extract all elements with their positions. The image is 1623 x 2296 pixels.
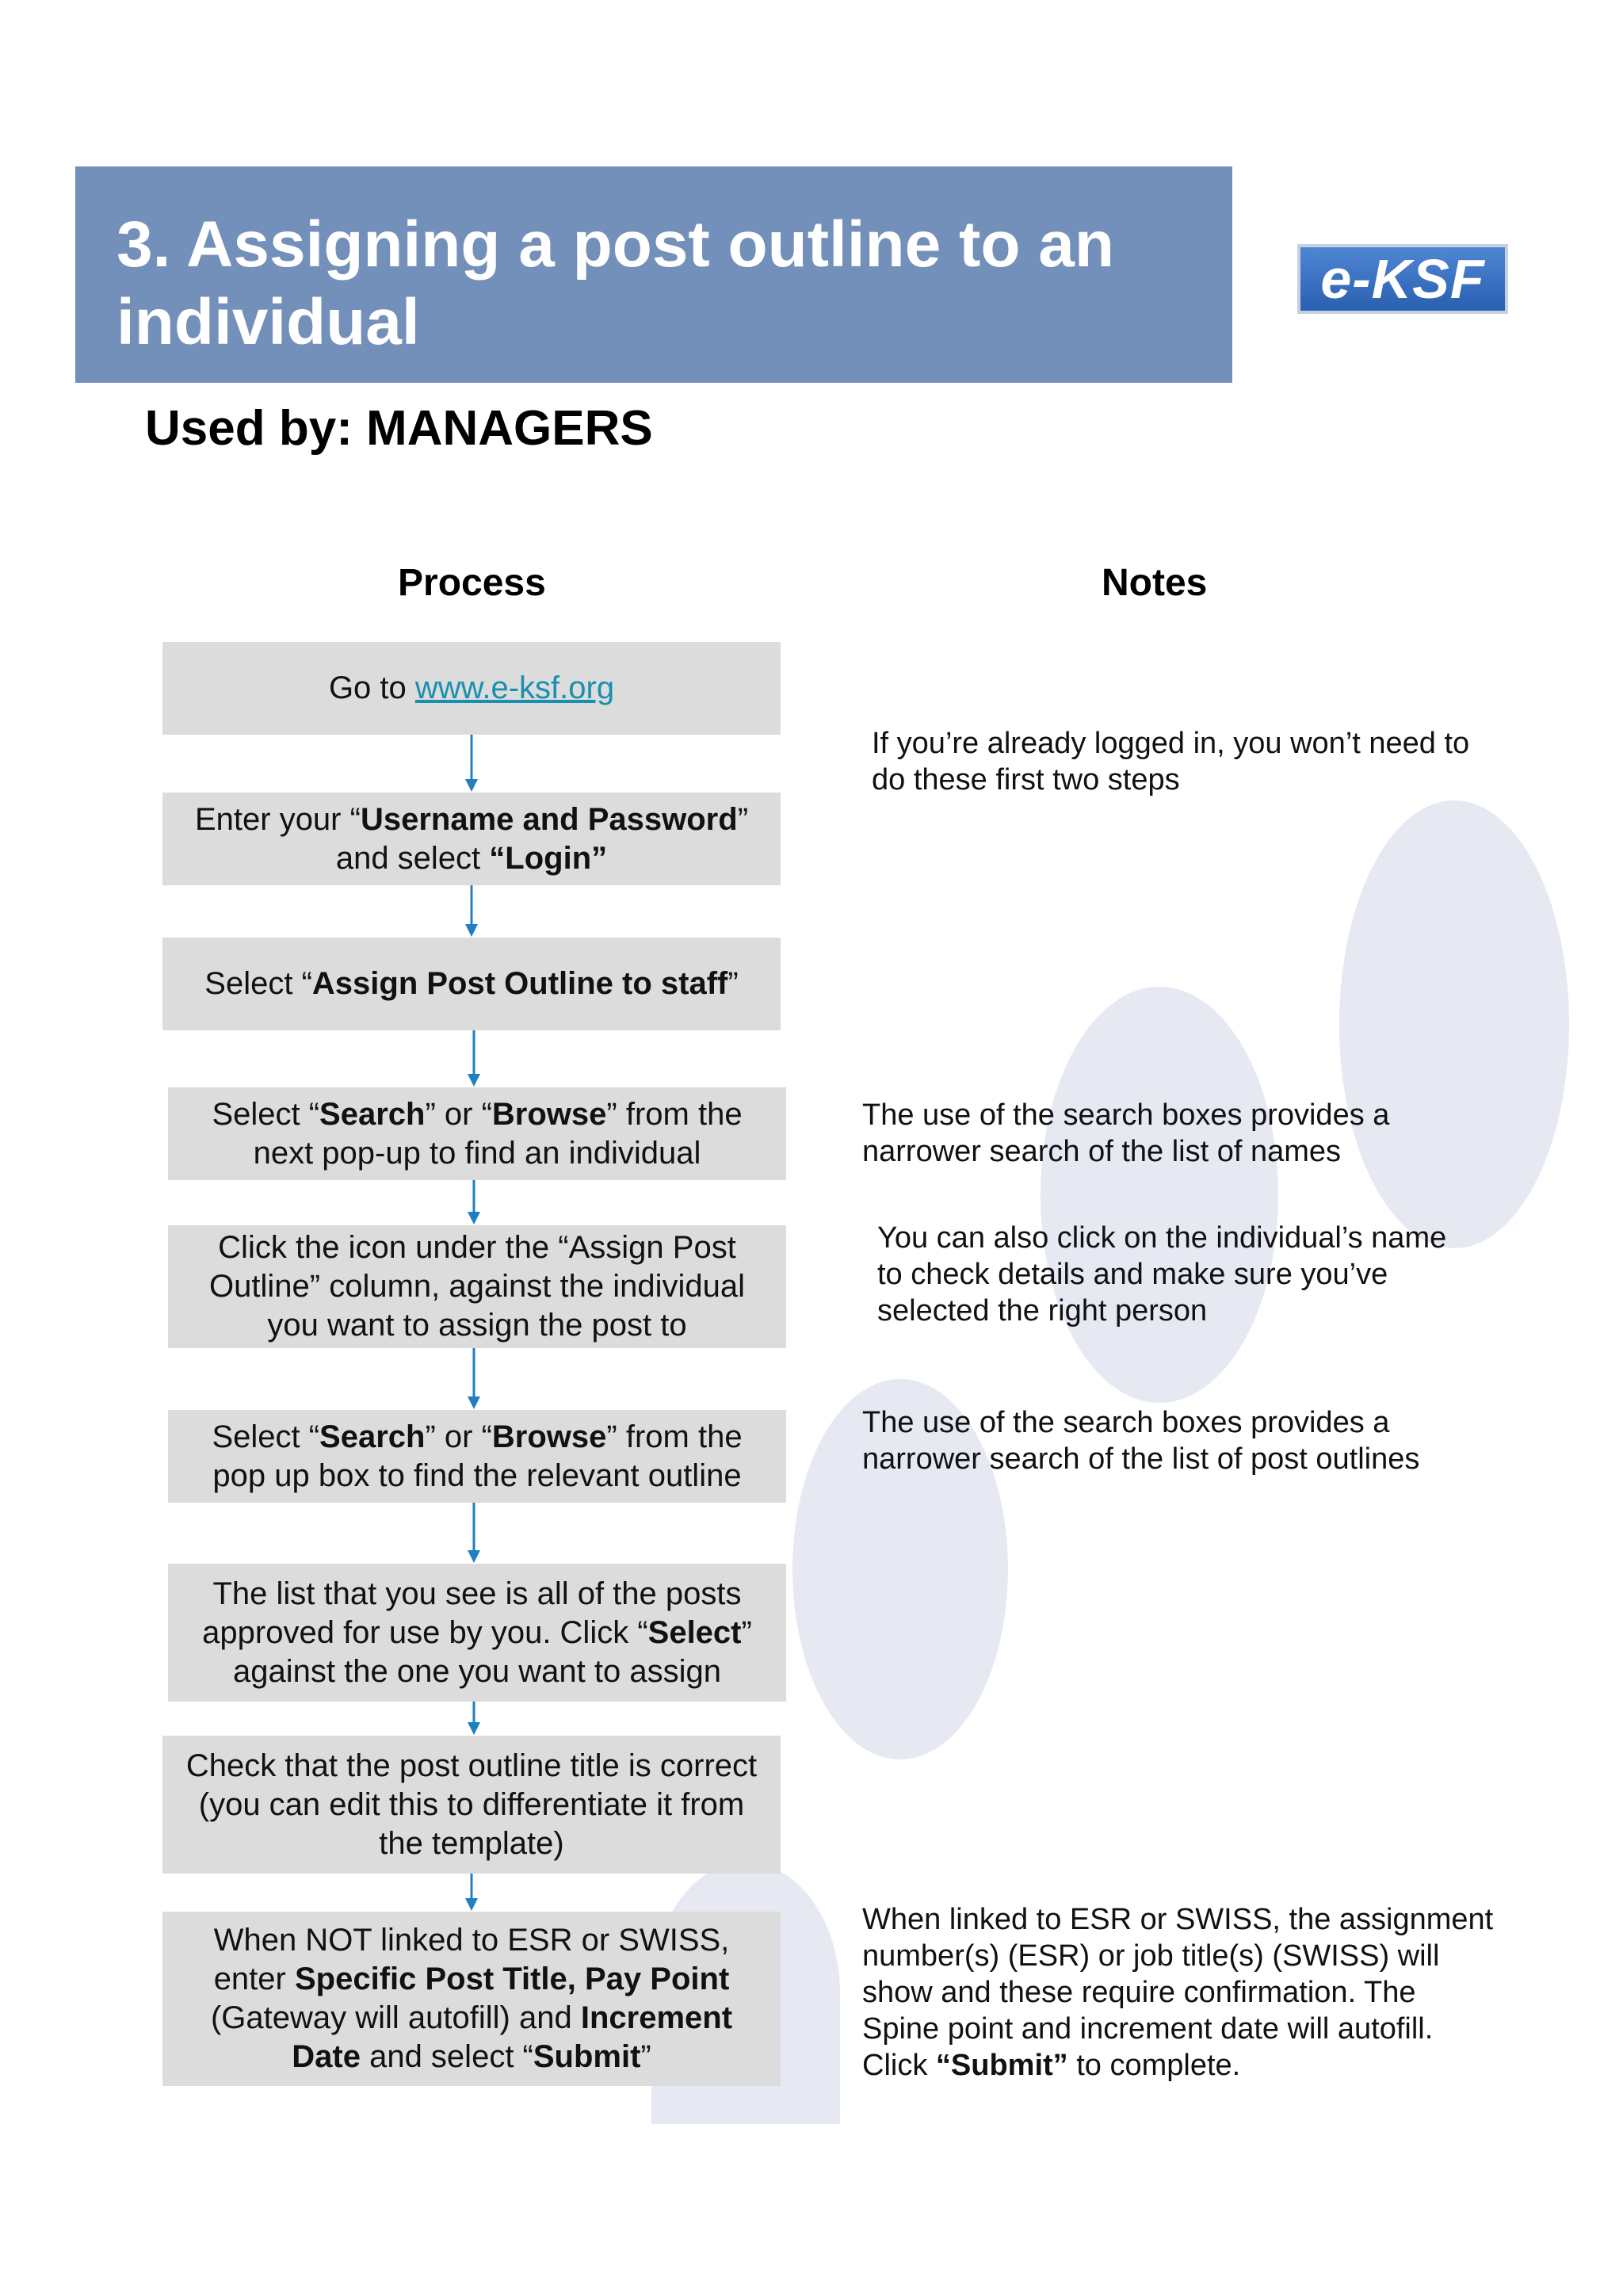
text-run: ” bbox=[640, 2039, 651, 2074]
text-run: You can also click on the individual’s name to check details and make sure you’ve selected the right person bbox=[877, 1221, 1447, 1328]
text-run: Select “ bbox=[204, 966, 312, 1001]
text-run: Click the icon under the “Assign Post Outline” column, against the individual you want to assign the post to bbox=[209, 1230, 745, 1343]
note-text bbox=[862, 1404, 1465, 1477]
decorative-bubble bbox=[1339, 800, 1569, 1248]
decorative-bubble bbox=[1041, 987, 1278, 1403]
text-run: If you’re already logged in, you won’t need to do these first two steps bbox=[872, 727, 1470, 797]
used-by-label: Used by: MANAGERS bbox=[145, 401, 653, 456]
bold-text: Submit bbox=[533, 2039, 641, 2074]
text-run: The use of the search boxes provides a narrower search of the list of names bbox=[862, 1098, 1390, 1168]
text-run: ” bbox=[727, 966, 739, 1001]
text-run: Enter your “ bbox=[194, 801, 361, 837]
step-box bbox=[168, 1564, 786, 1702]
text-run: ” or “ bbox=[425, 1096, 492, 1132]
bold-text: Assign Post Outline to staff bbox=[311, 966, 728, 1001]
text-run: When linked to ESR or SWISS, the assignment number(s) (ESR) or job title(s) (SWISS) will show and these require confirmation. The Spine point and increment date will autofill. Click bbox=[862, 1903, 1494, 2082]
text-run: (Gateway will autofill) and bbox=[210, 2000, 581, 2035]
text-run: ” and select bbox=[335, 801, 749, 876]
bold-text: Browse bbox=[491, 1096, 607, 1132]
down-arrow-icon bbox=[464, 1503, 483, 1564]
bold-text: Select bbox=[647, 1614, 742, 1650]
bold-text: Specific Post Title, Pay Point bbox=[294, 1962, 730, 1996]
down-arrow-icon bbox=[464, 1702, 483, 1736]
step-box bbox=[162, 938, 781, 1030]
step-box bbox=[168, 1225, 786, 1348]
bold-text: Search bbox=[319, 1096, 426, 1132]
note-text bbox=[877, 1220, 1480, 1329]
note-text bbox=[862, 1901, 1496, 2084]
text-run: ” or “ bbox=[425, 1419, 492, 1454]
down-arrow-icon bbox=[464, 1348, 483, 1410]
text-run: Go to bbox=[328, 670, 415, 705]
text-run: The list that you see is all of the posts approved for use by you. Click “ bbox=[202, 1576, 742, 1650]
website-link[interactable]: www.e-ksf.org bbox=[414, 670, 615, 705]
text-run: When NOT linked to ESR or SWISS, enter bbox=[213, 1923, 730, 1996]
note-text bbox=[862, 1097, 1465, 1170]
bold-text: “Submit” bbox=[935, 2049, 1068, 2082]
text-run: ” from the pop up box to find the relevant outline bbox=[212, 1419, 743, 1493]
text-run: to complete. bbox=[1067, 2049, 1241, 2082]
down-arrow-icon bbox=[462, 1874, 481, 1912]
text-run: Select “ bbox=[212, 1096, 320, 1132]
bold-text: Search bbox=[319, 1419, 426, 1454]
step-box bbox=[162, 1736, 781, 1874]
text-run: Check that the post outline title is correct (you can edit this to differentiate it from the template) bbox=[185, 1748, 758, 1861]
bold-text: Browse bbox=[491, 1419, 607, 1454]
bold-text: Username and Password bbox=[360, 801, 738, 837]
process-heading: Process bbox=[398, 562, 546, 604]
down-arrow-icon bbox=[464, 1180, 483, 1225]
step-box bbox=[168, 1087, 786, 1180]
notes-heading: Notes bbox=[1102, 562, 1208, 604]
down-arrow-icon bbox=[462, 885, 481, 938]
note-text bbox=[872, 725, 1490, 798]
text-run: ” against the one you want to assign bbox=[233, 1614, 752, 1689]
bold-text: “Login” bbox=[489, 840, 608, 876]
step-box bbox=[162, 793, 781, 885]
step-box bbox=[168, 1410, 786, 1503]
down-arrow-icon bbox=[464, 1030, 483, 1087]
step-box bbox=[162, 642, 781, 735]
text-run: and select “ bbox=[360, 2039, 533, 2074]
down-arrow-icon bbox=[462, 735, 481, 793]
text-run: The use of the search boxes provides a narrower search of the list of post outlines bbox=[862, 1406, 1420, 1476]
page-title: 3. Assigning a post outline to an individual bbox=[116, 208, 1114, 358]
eksf-logo: e-KSF bbox=[1297, 244, 1508, 314]
title-banner bbox=[75, 166, 1232, 383]
text-run: ” from the next pop-up to find an individual bbox=[253, 1096, 743, 1171]
bold-text: Increment Date bbox=[292, 2000, 733, 2074]
step-box bbox=[162, 1912, 781, 2086]
text-run: Select “ bbox=[212, 1419, 320, 1454]
